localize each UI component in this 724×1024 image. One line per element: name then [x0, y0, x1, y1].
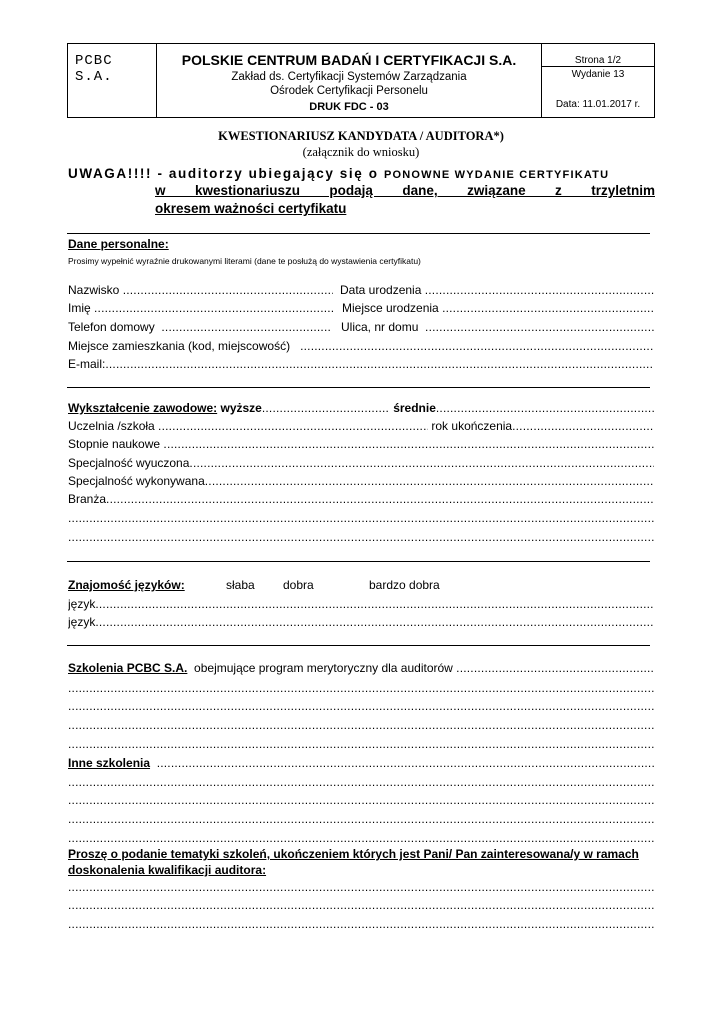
training-request-blank-line[interactable] [68, 898, 654, 913]
street-label: Ulica, nr domu [341, 320, 419, 334]
birth-place-field[interactable] [342, 301, 654, 316]
industry-label: Branża [68, 492, 107, 506]
education-blank-line[interactable] [68, 530, 654, 545]
department-name: Zakład ds. Certyfikacji Systemów Zarządzania [231, 71, 467, 83]
education-heading: Wykształcenie zawodowe: [68, 401, 218, 415]
logo-cell [68, 44, 157, 117]
level-good: dobra [283, 578, 314, 592]
residence-label: Miejsce zamieszkania (kod, miejscowość) [68, 339, 291, 353]
training-request-line-2: doskonalenia kwalifikacji auditora: [68, 863, 267, 877]
email-label: E-mail: [68, 357, 106, 371]
warning-lead: UWAGA!!!! - auditorzy ubiegający się o [68, 166, 379, 181]
language-field-1[interactable] [68, 597, 654, 612]
secondary-education-input[interactable] [436, 401, 654, 415]
residence-field[interactable] [68, 339, 654, 354]
specialty-learned-label: Specjalność wyuczona [68, 456, 190, 470]
birth-place-label: Miejsce urodzenia [342, 301, 439, 315]
higher-education-input[interactable] [262, 401, 390, 415]
first-name-label: Imię [68, 301, 91, 315]
phone-label: Telefon domowy [68, 320, 155, 334]
pcbc-training-row[interactable] [68, 661, 654, 676]
grad-year-label: rok ukończenia [431, 419, 513, 433]
surname-field[interactable] [68, 283, 333, 298]
other-training-blank-line[interactable] [68, 831, 654, 846]
other-training-heading: Inne szkolenia [68, 756, 151, 770]
phone-field[interactable] [68, 320, 331, 335]
other-training-row[interactable] [68, 756, 654, 771]
industry-field[interactable] [68, 492, 654, 507]
surname-label: Nazwisko [68, 283, 120, 297]
birth-date-label: Data urodzenia [340, 283, 422, 297]
pcbc-training-heading: Szkolenia PCBC S.A. [68, 661, 188, 675]
pcbc-training-desc: obejmujące program merytoryczny dla auditorów [194, 661, 453, 675]
education-level-row [68, 401, 654, 416]
warning-line-1 [68, 166, 609, 181]
degrees-label: Stopnie naukowe [68, 437, 161, 451]
divider [67, 645, 650, 646]
form-subtitle: (załącznik do wniosku) [302, 145, 420, 159]
language-field-2[interactable] [68, 615, 654, 630]
school-label: Uczelnia /szkoła [68, 419, 155, 433]
pcbc-training-blank-line[interactable] [68, 681, 654, 696]
language-label: język [68, 615, 96, 629]
pcbc-training-blank-line[interactable] [68, 737, 654, 752]
specialty-practiced-label: Specjalność wykonywana [68, 474, 205, 488]
specialty-learned-field[interactable] [68, 456, 654, 471]
issue-date: Data: 11.01.2017 r. [555, 99, 641, 110]
training-request-line-1: Proszę o podanie tematyki szkoleń, ukończeniem których jest Pani/ Pan zainteresowana/y w ramach [68, 847, 639, 861]
form-title: KWESTIONARIUSZ KANDYDATA / AUDITORA*) [218, 129, 504, 143]
pcbc-training-blank-line[interactable] [68, 699, 654, 714]
other-training-blank-line[interactable] [68, 775, 654, 790]
organization-name: POLSKIE CENTRUM BADAŃ I CERTYFIKACJI S.A. [181, 52, 517, 68]
level-very-good: bardzo dobra [369, 578, 440, 592]
edition-number: Wydanie 13 [571, 69, 625, 80]
school-row[interactable] [68, 419, 654, 434]
divider [67, 387, 650, 388]
divider [67, 233, 650, 234]
personal-data-note: Prosimy wypełnić wyraźnie drukowanymi literami (dane te posłużą do wystawienia certyfikatu) [68, 256, 421, 266]
warning-line-2: w kwestionariuszu podają dane, związane z trzyletnim [155, 183, 655, 198]
training-request-blank-line[interactable] [68, 880, 654, 895]
email-field[interactable] [68, 357, 654, 372]
other-training-blank-line[interactable] [68, 812, 654, 827]
languages-heading: Znajomość języków: [68, 578, 185, 592]
divider [67, 561, 650, 562]
education-blank-line[interactable] [68, 511, 654, 526]
languages-row [68, 578, 440, 592]
document-header [67, 43, 655, 118]
other-training-blank-line[interactable] [68, 793, 654, 808]
training-request-blank-line[interactable] [68, 917, 654, 932]
office-name: Ośrodek Certyfikacji Personelu [270, 85, 428, 97]
page-number: Strona 1/2 [574, 55, 622, 66]
higher-education-label[interactable]: wyższe [220, 401, 262, 415]
personal-data-heading: Dane personalne: [68, 237, 169, 251]
pcbc-training-blank-line[interactable] [68, 718, 654, 733]
specialty-practiced-field[interactable] [68, 474, 654, 489]
document-meta-cell [541, 44, 654, 117]
birth-date-field[interactable] [340, 283, 654, 298]
secondary-education-label[interactable]: średnie [393, 401, 436, 415]
level-weak: słaba [226, 578, 255, 592]
street-field[interactable] [341, 320, 654, 335]
language-label: język [68, 597, 96, 611]
first-name-field[interactable] [68, 301, 333, 316]
warning-line-3: okresem ważności certyfikatu [155, 201, 347, 216]
degrees-field[interactable] [68, 437, 654, 452]
warning-renewal: PONOWNE WYDANIE CERTYFIKATU [383, 169, 610, 181]
company-logo: PCBC S.A. [75, 53, 113, 85]
form-code: DRUK FDC - 03 [309, 101, 389, 113]
